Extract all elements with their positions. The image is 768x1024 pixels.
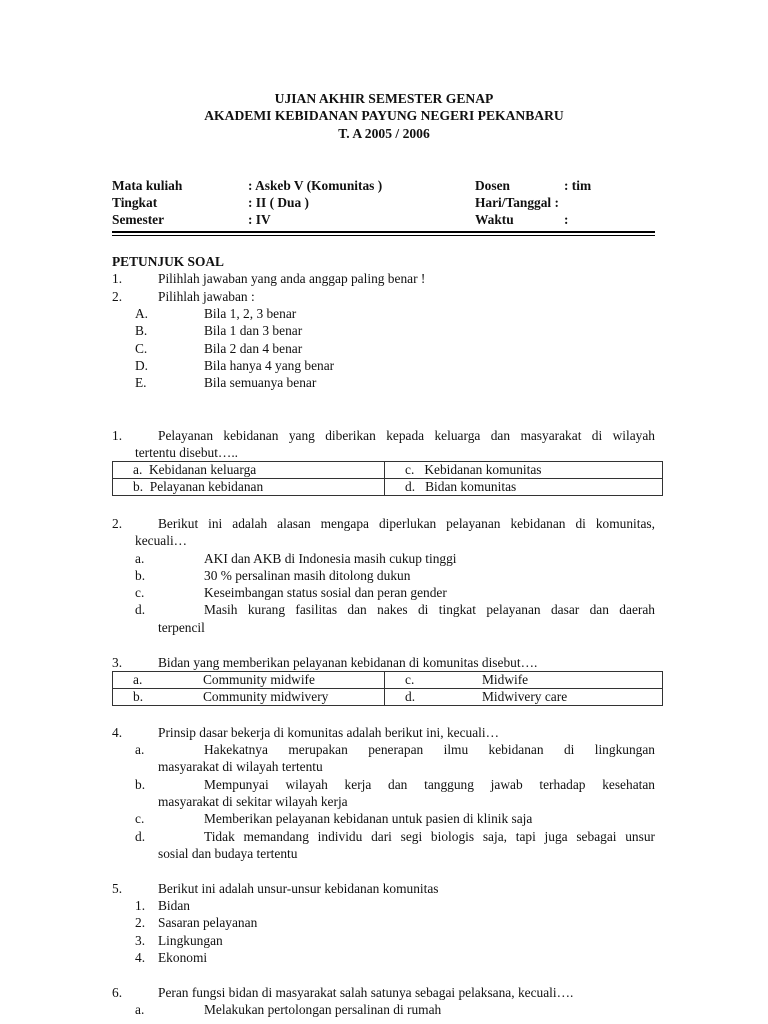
mata-kuliah-label: Mata kuliah [112, 178, 183, 193]
choice-letter: D. [135, 358, 149, 373]
question-number: 4. [112, 725, 123, 740]
option-text: Sasaran pelayanan [158, 915, 258, 930]
question-number: 6. [112, 985, 123, 1000]
option-text: Pelayanan kebidanan [149, 479, 264, 494]
option-letter: a. [135, 742, 145, 757]
option-c [385, 672, 663, 689]
option-letter: d. [135, 602, 146, 617]
option-text: Midwivery care [482, 689, 568, 704]
dosen-value: : tim [564, 178, 592, 193]
question-text-cont: kecuali… [135, 533, 188, 548]
option-letter: d. [405, 689, 416, 704]
header-divider-thick [112, 231, 655, 233]
academic-year: T. A 2005 / 2006 [338, 126, 430, 141]
question-text: Berikut ini adalah alasan mengapa diperlukan pelayanan kebidanan di komunitas, [158, 516, 655, 531]
option-a [113, 462, 385, 479]
choice-text: Bila semuanya benar [204, 375, 317, 390]
option-letter: b. [135, 568, 146, 583]
option-letter: b. [135, 777, 146, 792]
option-text: Memberikan pelayanan kebidanan untuk pasien di klinik saja [204, 811, 533, 826]
option-letter: a. [135, 551, 145, 566]
option-text: AKI dan AKB di Indonesia masih cukup tinggi [204, 551, 457, 566]
institution-title: AKADEMI KEBIDANAN PAYUNG NEGERI PEKANBARU [204, 108, 564, 123]
header-divider-thin [112, 235, 655, 236]
option-text: Community midwife [203, 672, 315, 687]
instructions-heading: PETUNJUK SOAL [112, 254, 224, 269]
choice-text: Bila 2 dan 4 benar [204, 341, 303, 356]
question-text: Bidan yang memberikan pelayanan kebidanan di komunitas disebut…. [158, 655, 538, 670]
choice-text: Bila hanya 4 yang benar [204, 358, 335, 373]
option-text: Tidak memandang individu dari segi biologis saja, tapi juga sebagai unsur [204, 829, 655, 844]
option-number: 3. [135, 933, 146, 948]
option-d [385, 479, 663, 496]
choice-letter: A. [135, 306, 149, 321]
option-number: 2. [135, 915, 146, 930]
options-table [112, 461, 663, 496]
option-text: Hakekatnya merupakan penerapan ilmu kebidanan di lingkungan [204, 742, 655, 757]
option-letter: b. [133, 689, 144, 704]
choice-text: Bila 1, 2, 3 benar [204, 306, 297, 321]
option-text: Kebidanan keluarga [149, 462, 257, 477]
option-text: Bidan komunitas [425, 479, 517, 494]
choice-letter: C. [135, 341, 148, 356]
instruction-number: 1. [112, 271, 123, 286]
mata-kuliah-value: : Askeb V (Komunitas ) [248, 178, 383, 193]
instruction-text: Pilihlah jawaban : [158, 289, 255, 304]
option-text: Melakukan pertolongan persalinan di rumah [204, 1002, 442, 1017]
option-letter: a. [133, 672, 143, 687]
semester-value: : IV [248, 212, 271, 227]
option-text: Mempunyai wilayah kerja dan tanggung jawab terhadap kesehatan [204, 777, 655, 792]
question-number: 5. [112, 881, 123, 896]
option-text-cont: masyarakat di wilayah tertentu [158, 759, 323, 774]
option-text: 30 % persalinan masih ditolong dukun [204, 568, 411, 583]
instruction-text: Pilihlah jawaban yang anda anggap paling benar ! [158, 271, 426, 286]
option-text: Bidan [158, 898, 190, 913]
waktu-value: : [564, 212, 569, 227]
option-letter: c. [405, 462, 415, 477]
option-c [385, 462, 663, 479]
option-b [113, 689, 385, 706]
dosen-label: Dosen [475, 178, 510, 193]
option-number: 4. [135, 950, 146, 965]
semester-label: Semester [112, 212, 165, 227]
option-text: Keseimbangan status sosial dan peran gender [204, 585, 447, 600]
option-letter: a. [133, 462, 143, 477]
choice-letter: B. [135, 323, 148, 338]
option-text: Community midwivery [203, 689, 329, 704]
option-text: Lingkungan [158, 933, 223, 948]
option-letter: d. [135, 829, 146, 844]
choice-letter: E. [135, 375, 147, 390]
option-text-cont: terpencil [158, 620, 205, 635]
question-number: 3. [112, 655, 123, 670]
option-letter: c. [405, 672, 415, 687]
option-d [385, 689, 663, 706]
option-letter: c. [135, 811, 145, 826]
option-a [113, 672, 385, 689]
option-text-cont: masyarakat di sekitar wilayah kerja [158, 794, 348, 809]
options-table [112, 671, 663, 706]
question-text: Prinsip dasar bekerja di komunitas adalah berikut ini, kecuali… [158, 725, 499, 740]
exam-title: UJIAN AKHIR SEMESTER GENAP [274, 91, 494, 106]
choice-text: Bila 1 dan 3 benar [204, 323, 303, 338]
waktu-label: Waktu [475, 212, 514, 227]
question-text: Pelayanan kebidanan yang diberikan kepada keluarga dan masyarakat di wilayah [158, 428, 655, 443]
question-number: 1. [112, 428, 123, 443]
question-text-cont: tertentu disebut….. [135, 445, 239, 460]
option-letter: d. [405, 479, 416, 494]
option-b [113, 479, 385, 496]
option-letter: c. [135, 585, 145, 600]
option-text: Kebidanan komunitas [424, 462, 542, 477]
option-number: 1. [135, 898, 146, 913]
tingkat-value: : II ( Dua ) [248, 195, 310, 210]
option-text: Ekonomi [158, 950, 208, 965]
option-text-cont: sosial dan budaya tertentu [158, 846, 298, 861]
hari-tanggal-label: Hari/Tanggal : [475, 195, 559, 210]
instruction-number: 2. [112, 289, 123, 304]
option-letter: a. [135, 1002, 145, 1017]
option-letter: b. [133, 479, 144, 494]
tingkat-label: Tingkat [112, 195, 158, 210]
question-number: 2. [112, 516, 123, 531]
option-text: Masih kurang fasilitas dan nakes di tingkat pelayanan dasar dan daerah [204, 602, 655, 617]
question-text: Peran fungsi bidan di masyarakat salah satunya sebagai pelaksana, kecuali…. [158, 985, 574, 1000]
question-text: Berikut ini adalah unsur-unsur kebidanan komunitas [158, 881, 439, 896]
option-text: Midwife [482, 672, 529, 687]
